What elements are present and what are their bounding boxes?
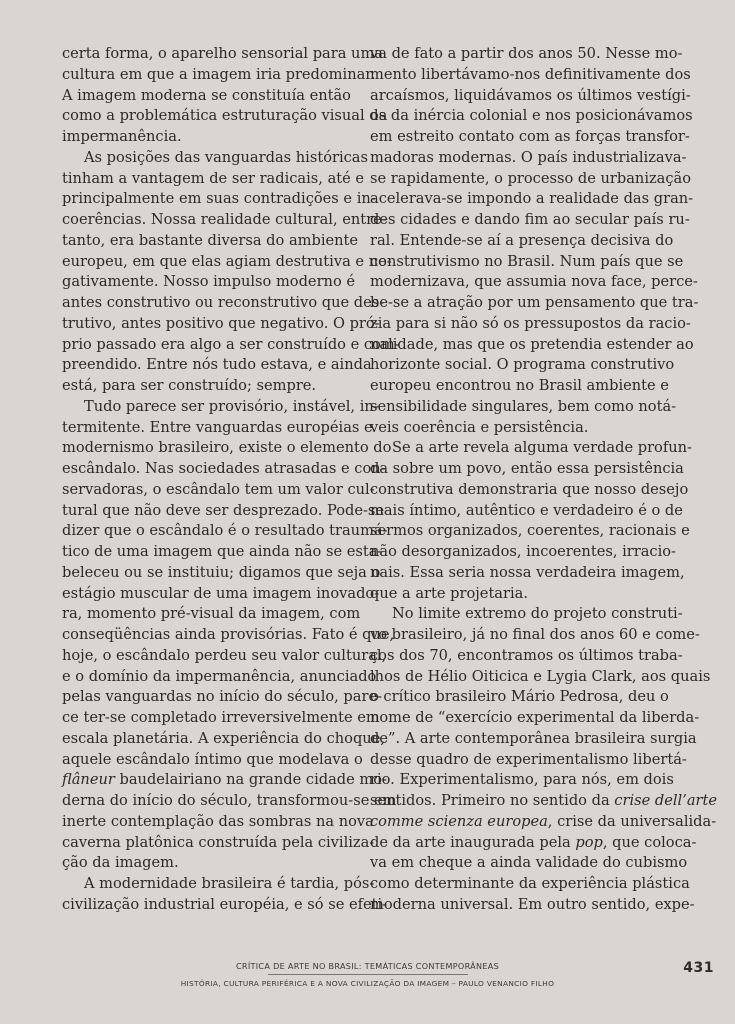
footer-book-title: CRÍTICA DE ARTE NO BRASIL: TEMÁTICAS CONTEMPORÂNEAS <box>235 961 500 971</box>
text-line: mais íntimo, autêntico e verdadeiro é o de <box>370 501 683 519</box>
text-line: sensibilidade singulares, bem como notá- <box>370 397 677 415</box>
text-line: dizer que o escândalo é o resultado traumá- <box>62 522 388 540</box>
text-line: europeu encontrou no Brasil ambiente e <box>370 377 669 394</box>
text-line: tico de uma imagem que ainda não se esta- <box>62 543 383 560</box>
text-line: europeu, em que elas agiam destrutiva e ne- <box>62 252 392 270</box>
text-line: horizonte social. O programa construtivo <box>370 356 675 374</box>
text-line: coerências. Nossa realidade cultural, entre- <box>62 211 387 228</box>
text-line: da sobre um povo, então essa persistência <box>370 460 684 477</box>
text-line: nais. Essa seria nossa verdadeira imagem, <box>370 563 685 581</box>
text-line: está, para ser construído; sempre. <box>62 377 317 394</box>
text-line: madoras modernas. O país industrializava- <box>370 148 687 166</box>
text-line: As posições das vanguardas históricas <box>84 148 368 166</box>
text-line: comme scienza europea, crise da universalida- <box>370 812 717 830</box>
text-line: veis coerência e persistência. <box>370 418 589 436</box>
text-line: moderna universal. Em outro sentido, expe- <box>370 895 695 913</box>
text-line: derna do início do século, transformou-se em <box>62 792 397 809</box>
text-line: certa forma, o aparelho sensorial para uma <box>62 45 383 62</box>
page-number: 431 <box>683 960 714 976</box>
text-line: de”. A arte contemporânea brasileira surgia <box>370 729 697 747</box>
footer-divider <box>268 974 468 975</box>
text-line: estágio muscular de uma imagem inovado- <box>62 584 380 602</box>
text-line: conseqüências ainda provisórias. Fato é que, <box>62 626 395 643</box>
text-line: Tudo parece ser provisório, instável, in- <box>84 397 379 415</box>
text-line: va em cheque a ainda validade do cubismo <box>370 854 688 872</box>
text-line: ra, momento pré-visual da imagem, com <box>62 605 361 623</box>
text-line: o crítico brasileiro Mário Pedrosa, deu o <box>370 688 669 706</box>
text-line: lhos de Hélio Oiticica e Lygia Clark, aos quais <box>370 667 711 685</box>
text-line: e o domínio da impermanência, anunciado <box>62 667 377 685</box>
text-line: cultura em que a imagem iria predominar. <box>62 65 376 83</box>
text-line: des cidades e dando fim ao secular país ru- <box>370 211 690 228</box>
text-line: escândalo. Nas sociedades atrasadas e con- <box>62 460 386 477</box>
text-line: zia para si não só os pressupostos da racio- <box>370 314 691 332</box>
text-line: ços dos 70, encontramos os últimos traba- <box>370 646 683 664</box>
text-line: A modernidade brasileira é tardia, pós- <box>84 875 375 892</box>
running-footer <box>0 960 735 989</box>
text-line: acelerava-se impondo a realidade das gran- <box>370 190 694 208</box>
text-line: tinham a vantagem de ser radicais, até e <box>62 169 365 187</box>
text-line: sermos organizados, coerentes, racionais e <box>370 522 690 540</box>
text-line: antes construtivo ou reconstrutivo que des- <box>62 294 385 311</box>
text-line: va de fato a partir dos anos 50. Nesse mo- <box>370 45 683 62</box>
text-line: hoje, o escândalo perdeu seu valor cultural, <box>62 646 387 664</box>
text-line: ção da imagem. <box>62 854 179 872</box>
text-line: nalidade, mas que os pretendia estender ao <box>370 335 694 353</box>
text-line: servadoras, o escândalo tem um valor cul- <box>62 480 375 498</box>
text-line: ce ter-se completado irreversivelmente em <box>62 709 380 726</box>
text-line: be-se a atração por um pensamento que tra- <box>370 294 699 311</box>
text-column-left <box>62 44 400 916</box>
text-line: nome de “exercício experimental da liberda- <box>370 709 700 726</box>
text-line: inerte contemplação das sombras na nova <box>62 812 374 830</box>
text-line: principalmente em suas contradições e in- <box>62 190 376 208</box>
text-line: trutivo, antes positivo que negativo. O pró- <box>62 314 380 332</box>
text-line: construtiva demonstraria que nosso desejo <box>370 480 689 498</box>
text-line: modernismo brasileiro, existe o elemento do <box>62 439 392 457</box>
text-line: Se a arte revela alguma verdade profun- <box>392 439 692 457</box>
text-line: caverna platônica construída pela civiliza- <box>62 833 375 851</box>
text-column-right <box>370 44 718 916</box>
text-line: os da inércia colonial e nos posicionávamos <box>370 107 693 125</box>
italic-term: pop <box>575 833 603 851</box>
text-line: de da arte inaugurada pela pop, que coloca- <box>370 833 697 851</box>
italic-term: crise dell’arte <box>614 792 718 809</box>
text-line: sentidos. Primeiro no sentido da crise dell’arte <box>370 792 718 809</box>
text-line: escala planetária. A experiência do choque, <box>62 729 385 747</box>
footer-chapter-title: HISTÓRIA, CULTURA PERIFÉRICA E A NOVA CIVILIZAÇÃO DA IMAGEM – PAULO VENANCIO FILHO <box>180 979 555 988</box>
text-line: preendido. Entre nós tudo estava, e ainda <box>62 356 372 374</box>
text-line: impermanência. <box>62 128 182 145</box>
text-line: tural que não deve ser desprezado. Pode-se <box>62 501 385 519</box>
text-line: gativamente. Nosso impulso moderno é <box>62 273 356 291</box>
text-line: como a problemática estruturação visual da <box>62 107 388 125</box>
text-line: construtivismo no Brasil. Num país que se <box>370 252 684 270</box>
text-line: aquele escândalo íntimo que modelava o <box>62 750 363 768</box>
text-line: que a arte projetaria. <box>370 584 528 602</box>
text-line: A imagem moderna se constituía então <box>62 86 351 104</box>
text-line: não desorganizados, incoerentes, irracio- <box>370 543 676 560</box>
text-line: ral. Entende-se aí a presença decisiva do <box>370 231 674 249</box>
italic-term: flâneur <box>62 771 115 789</box>
text-line: se rapidamente, o processo de urbanização <box>370 169 692 187</box>
text-line: civilização industrial européia, e só se efeti- <box>62 895 388 913</box>
text-line: prio passado era algo a ser construído e com- <box>62 335 400 353</box>
text-line: termitente. Entre vanguardas européias e <box>62 418 373 436</box>
text-line: beleceu ou se instituiu; digamos que seja o <box>62 563 381 581</box>
text-line: tanto, era bastante diversa do ambiente <box>62 231 359 249</box>
text-line: pelas vanguardas no início do século, pare- <box>62 688 383 706</box>
text-line: arcaísmos, liquidávamos os últimos vestígi- <box>370 86 691 104</box>
text-line: vo brasileiro, já no final dos anos 60 e come- <box>370 626 700 643</box>
text-line: modernizava, que assumia nova face, perce- <box>370 273 698 291</box>
text-line: mento libertávamo-nos definitivamente dos <box>370 65 691 83</box>
text-line: em estreito contato com as forças transfor- <box>370 128 690 145</box>
text-line: flâneur baudelairiano na grande cidade mo- <box>62 771 387 789</box>
text-line: como determinante da experiência plástica <box>370 875 690 892</box>
italic-term: comme scienza europea <box>370 812 548 830</box>
text-line: rio. Experimentalismo, para nós, em dois <box>370 771 674 789</box>
text-line: desse quadro de experimentalismo libertá- <box>370 750 687 768</box>
text-line: No limite extremo do projeto construti- <box>392 605 683 623</box>
